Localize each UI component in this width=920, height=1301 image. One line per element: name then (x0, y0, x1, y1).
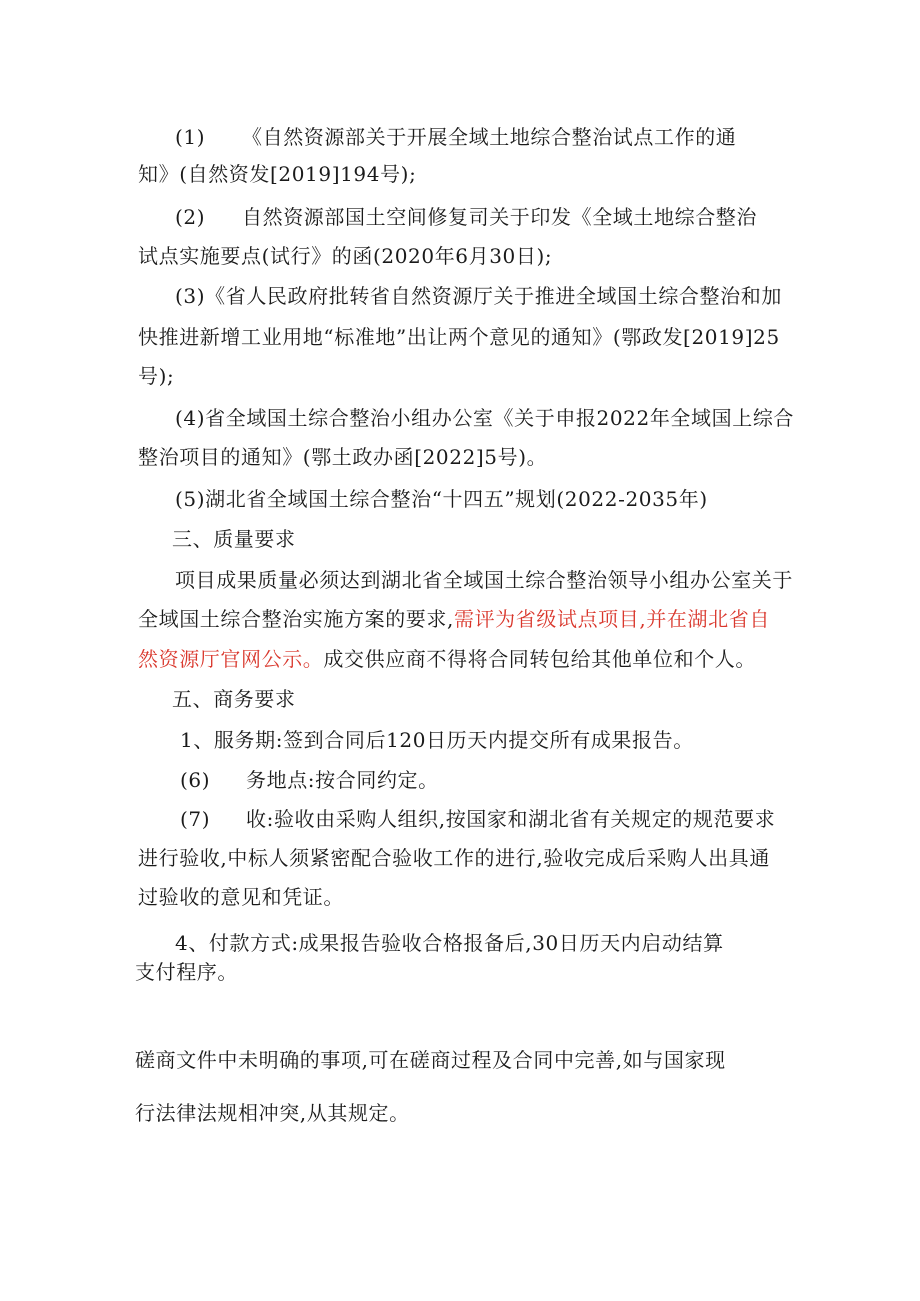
ref1-number: (1) (175, 125, 206, 149)
acceptance-line2: 进行验收,中标人须紧密配合验收工作的进行,验收完成后采购人出具通 (138, 846, 770, 870)
payment-line2: 支付程序。 (135, 960, 238, 984)
service-period: 1、服务期:签到合同后120日历天内提交所有成果报告。 (180, 728, 694, 752)
closing-line1: 磋商文件中未明确的事项,可在磋商过程及合同中完善,如与国家现 (135, 1048, 726, 1072)
ref5-line1: (5)湖北省全域国土综合整治“十四五”规划(2022-2035年) (175, 487, 708, 511)
business-heading: 五、商务要求 (172, 687, 296, 711)
ref2-number: (2) (175, 205, 206, 229)
location-number: (6) (180, 768, 211, 792)
location-text: 务地点:按合同约定。 (246, 768, 439, 792)
ref3-line3: 号); (138, 364, 175, 388)
acceptance-line1: 收:验收由采购人组织,按国家和湖北省有关规定的规范要求 (246, 807, 776, 831)
quality-line2 (138, 606, 770, 632)
quality-highlight-part2: 然资源厅官网公示。 (138, 647, 324, 671)
quality-highlight-part1: 需评为省级试点项目,并在湖北省自 (453, 607, 770, 631)
ref2-line1: 自然资源部国土空间修复司关于印发《全域土地综合整治 (242, 205, 757, 229)
quality-line3 (138, 646, 756, 672)
closing-line2: 行法律法规相冲突,从其规定。 (135, 1101, 410, 1125)
acceptance-line3: 过验收的意见和凭证。 (138, 885, 344, 909)
quality-line2-text: 全域国土综合整治实施方案的要求, (138, 607, 454, 631)
ref1-line1: 《自然资源部关于开展全域土地综合整治试点工作的通 (242, 125, 737, 149)
ref3-line2: 快推进新增工业用地“标准地”出让两个意见的通知》(鄂政发[2019]25 (138, 325, 780, 349)
quality-line1: 项目成果质量必须达到湖北省全域国土综合整治领导小组办公室关于 (175, 568, 793, 592)
ref3-line1: (3)《省人民政府批转省自然资源厅关于推进全域国土综合整治和加 (175, 284, 782, 308)
ref4-line2: 整治项目的通知》(鄂土政办函[2022]5号)。 (138, 445, 548, 469)
payment-line1: 4、付款方式:成果报告验收合格报备后,30日历天内启动结算 (175, 931, 724, 955)
acceptance-number: (7) (180, 807, 211, 831)
ref4-line1: (4)省全域国土综合整治小组办公室《关于申报2022年全域国上综合 (175, 406, 795, 430)
ref1-line2: 知》(自然资发[2019]194号); (138, 162, 417, 186)
quality-line3-text: 成交供应商不得将合同转包给其他单位和个人。 (323, 647, 757, 671)
quality-heading: 三、质量要求 (172, 527, 296, 551)
ref2-line2: 试点实施要点(试行》的函(2020年6月30日); (138, 244, 553, 268)
